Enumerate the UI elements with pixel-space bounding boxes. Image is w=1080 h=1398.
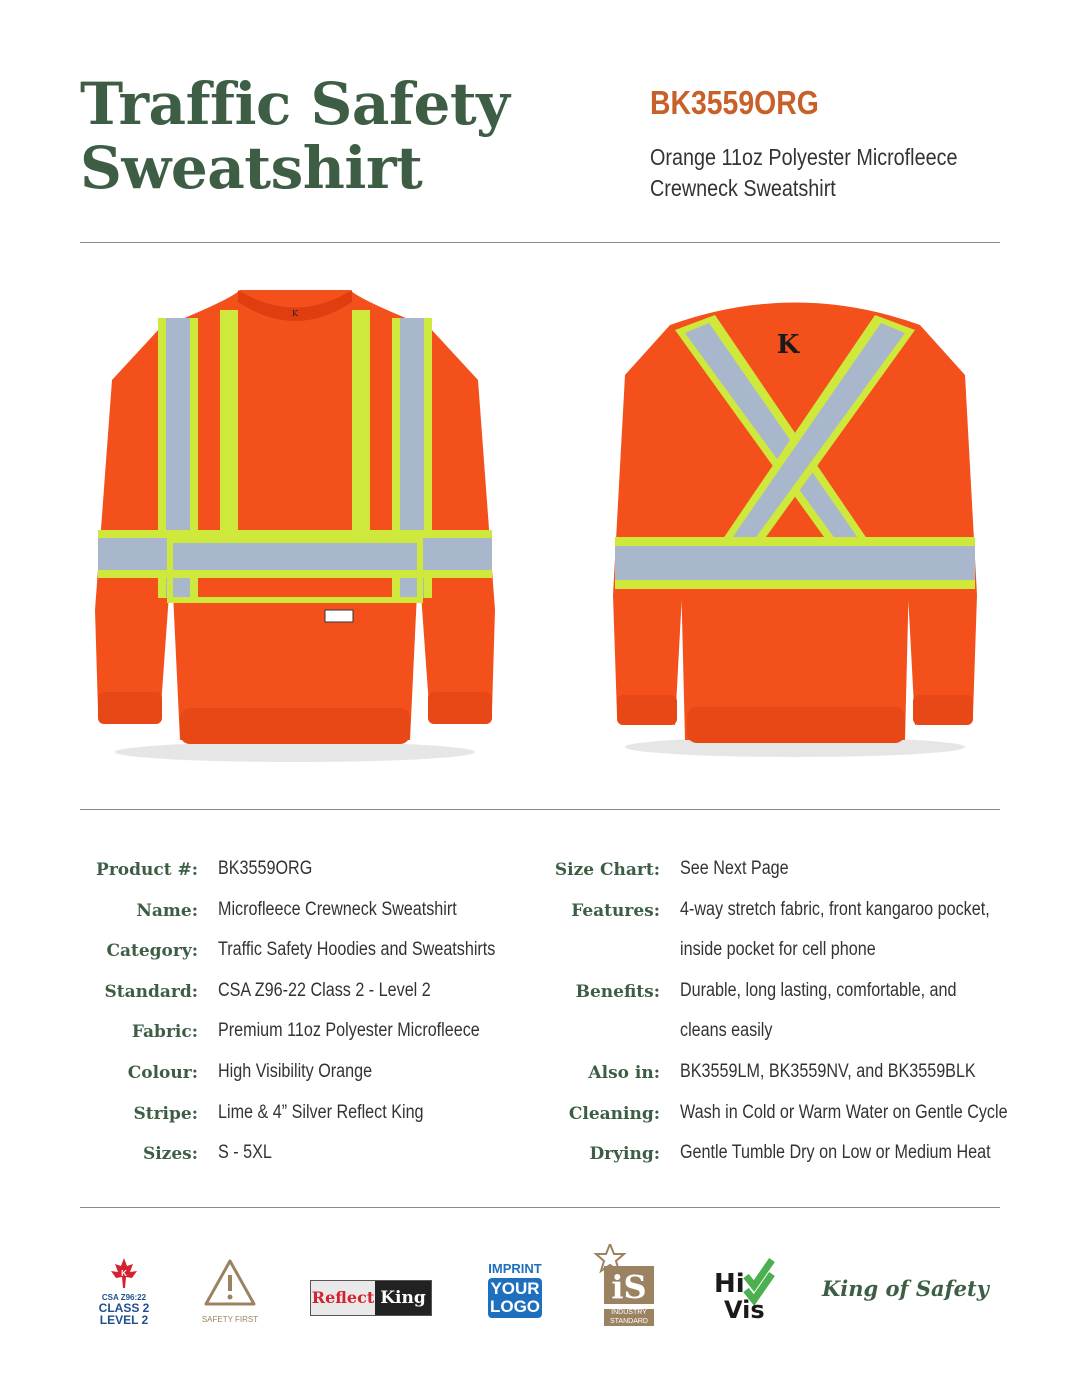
maple-leaf-icon (104, 1258, 144, 1288)
specs-left (80, 850, 540, 1175)
spec-label: Benefits: (575, 981, 660, 1002)
svg-text:K: K (121, 1269, 127, 1278)
spec-value: CSA Z96-22 Class 2 - Level 2 (218, 979, 431, 1001)
imprint-line-1: IMPRINT (488, 1261, 542, 1276)
spec-label: Features: (571, 900, 660, 921)
csa-line-1: CSA Z96:22 (101, 1293, 147, 1302)
spec-row (80, 891, 540, 932)
spec-value: inside pocket for cell phone (680, 939, 876, 961)
spec-row (540, 1053, 1010, 1094)
csa-class2-logo (96, 1258, 152, 1338)
spec-value: BK3559LM, BK3559NV, and BK3559BLK (680, 1060, 976, 1082)
spec-label: Cleaning: (568, 1103, 660, 1124)
spec-row (540, 1094, 1010, 1135)
spec-label: Product #: (96, 860, 198, 880)
certification-logos (0, 1240, 1080, 1340)
subtitle-line-1: Orange 11oz Polyester Microfleece (650, 144, 958, 170)
king-of-safety-logo: King of Safety (822, 1276, 989, 1301)
back-k-logo: K (776, 330, 800, 360)
spec-value: BK3559ORG (218, 858, 313, 879)
reflect-label: Reflect (311, 1281, 375, 1315)
safety-first-logo (200, 1258, 260, 1338)
divider-bottom (80, 1207, 1000, 1208)
hivis-line-2: Vis (724, 1296, 765, 1324)
spec-row (80, 850, 540, 891)
divider-middle (80, 809, 1000, 810)
spec-label: Category: (106, 941, 198, 962)
spec-value: Wash in Cold or Warm Water on Gentle Cycle (680, 1101, 1008, 1123)
csa-line-2: CLASS 2 (98, 1301, 150, 1315)
industry-standard-logo (592, 1244, 658, 1332)
spec-value: Gentle Tumble Dry on Low or Medium Heat (680, 1142, 991, 1164)
product-subtitle (650, 142, 1011, 204)
star-icon (592, 1244, 658, 1304)
imprint-your-logo (488, 1262, 542, 1328)
spec-value: S - 5XL (218, 1142, 272, 1164)
title-line-1: Traffic Safety (80, 70, 510, 138)
spec-value: See Next Page (680, 858, 789, 879)
spec-label: Fabric: (131, 1022, 198, 1043)
safety-first-label: SAFETY FIRST (201, 1315, 259, 1324)
spec-row (80, 1012, 540, 1053)
spec-value: cleans easily (680, 1020, 773, 1042)
spec-value: 4-way stretch fabric, front kangaroo pocket, (680, 898, 990, 920)
spec-row (80, 1094, 540, 1135)
spec-label: Size Chart: (554, 860, 660, 880)
imprint-line-2: YOUR (490, 1279, 540, 1298)
spec-value: Microfleece Crewneck Sweatshirt (218, 898, 457, 920)
is-mark: iS (611, 1268, 647, 1304)
spec-value: High Visibility Orange (218, 1060, 373, 1082)
spec-label: Standard: (104, 981, 198, 1002)
king-label: King (375, 1281, 431, 1315)
spec-row (80, 931, 540, 972)
divider-top (80, 242, 1000, 243)
spec-row (540, 850, 1010, 891)
specs-right (540, 850, 1010, 1175)
spec-label: Also in: (588, 1062, 660, 1083)
spec-row (540, 891, 1010, 932)
sweatshirt-back-image (605, 285, 985, 765)
subtitle-line-2: Crewneck Sweatshirt (650, 175, 836, 201)
spec-row (540, 931, 1010, 972)
imprint-line-3: LOGO (489, 1297, 541, 1316)
sweatshirt-front-image (90, 280, 500, 770)
page-title (80, 72, 509, 200)
title-line-2: Sweatshirt (80, 134, 423, 202)
spec-label: Sizes: (142, 1144, 198, 1165)
spec-row (540, 972, 1010, 1013)
spec-value: Lime & 4” Silver Reflect King (218, 1101, 424, 1123)
spec-value: Durable, long lasting, comfortable, and (680, 979, 957, 1001)
spec-row (540, 1012, 1010, 1053)
spec-label: Colour: (127, 1062, 198, 1083)
spec-value: Traffic Safety Hoodies and Sweatshirts (218, 939, 496, 961)
spec-label: Stripe: (133, 1103, 198, 1124)
front-neck-label: K (292, 309, 298, 318)
csa-line-3: LEVEL 2 (99, 1313, 149, 1327)
warning-triangle-icon (203, 1258, 257, 1308)
imprint-badge (488, 1278, 542, 1318)
spec-row (80, 972, 540, 1013)
industry-line-1: INDUSTRY (611, 1309, 647, 1316)
spec-row (80, 1053, 540, 1094)
spec-label: Drying: (589, 1144, 660, 1165)
product-code: BK3559ORG (650, 84, 819, 121)
spec-value: Premium 11oz Polyester Microfleece (218, 1020, 480, 1042)
spec-row (540, 1134, 1010, 1175)
spec-label: Name: (136, 900, 198, 921)
hi-vis-logo (712, 1254, 778, 1324)
industry-line-2: STANDARD (610, 1318, 648, 1325)
spec-row (80, 1134, 540, 1175)
hivis-line-1: Hi (714, 1269, 745, 1299)
reflect-king-logo (310, 1280, 432, 1316)
